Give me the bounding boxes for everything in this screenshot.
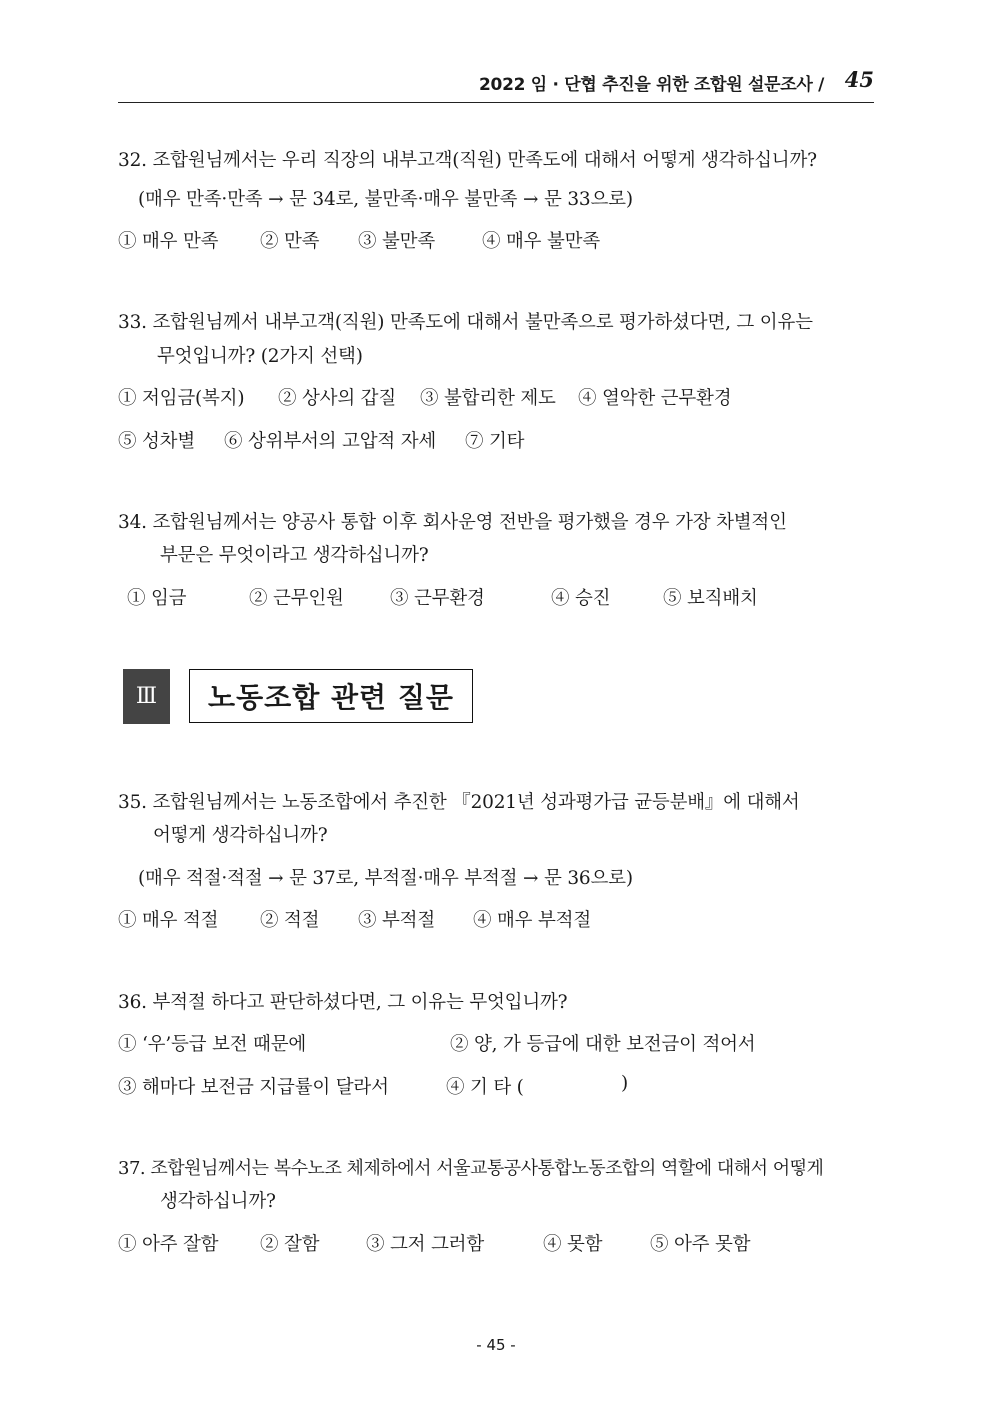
page-header	[118, 66, 874, 103]
q34-option-5[interactable]: ⑤ 보직배치	[663, 588, 758, 609]
header-page-number: 45	[844, 67, 874, 92]
q33-option-1[interactable]: ① 저임금(복지)	[118, 388, 245, 409]
question-35-options	[118, 906, 818, 932]
footer-page-number: - 45 -	[476, 1336, 516, 1354]
question-36-options-row2	[118, 1073, 818, 1099]
q34-option-4[interactable]: ④ 승진	[551, 588, 611, 609]
question-33-line2: 무엇입니까? (2가지 선택)	[157, 346, 363, 367]
question-33-line1: 33. 조합원님께서 내부고객(직원) 만족도에 대해서 불만족으로 평가하셨다면, 그 이유는	[118, 312, 813, 333]
question-32: 32. 조합원님께서는 우리 직장의 내부고객(직원) 만족도에 대해서 어떻게 생각하십니까?	[118, 150, 817, 171]
q37-option-1[interactable]: ① 아주 잘함	[118, 1234, 219, 1255]
q34-option-1[interactable]: ① 임금	[127, 588, 187, 609]
q33-option-3[interactable]: ③ 불합리한 제도	[420, 388, 556, 409]
q34-option-2[interactable]: ② 근무인원	[249, 588, 344, 609]
q32-option-3[interactable]: ③ 불만족	[358, 231, 435, 252]
q32-option-4[interactable]: ④ 매우 불만족	[482, 231, 601, 252]
q33-option-4[interactable]: ④ 열악한 근무환경	[578, 388, 732, 409]
header-title: 2022 임 · 단협 추진을 위한 조합원 설문조사 /	[479, 75, 824, 95]
q34-option-3[interactable]: ③ 근무환경	[390, 588, 485, 609]
question-34-line1: 34. 조합원님께서는 양공사 통합 이후 회사운영 전반을 평가했을 경우 가장 차별적인	[118, 512, 787, 533]
question-35-note: (매우 적절·적절 → 문 37로, 부적절·매우 부적절 → 문 36으로)	[138, 868, 633, 889]
q35-option-1[interactable]: ① 매우 적절	[118, 910, 219, 931]
question-37-line2: 생각하십니까?	[160, 1191, 276, 1212]
q37-option-3[interactable]: ③ 그저 그러함	[366, 1234, 485, 1255]
question-35-line1: 35. 조합원님께서는 노동조합에서 추진한 『2021년 성과평가급 균등분배』에 대해서	[118, 792, 800, 813]
q37-option-2[interactable]: ② 잘함	[260, 1234, 320, 1255]
question-33-options-row2	[118, 427, 818, 453]
question-37-line1: 37. 조합원님께서는 복수노조 체제하에서 서울교통공사통합노동조합의 역할에 대해서 어떻게	[118, 1158, 824, 1179]
q36-option-4[interactable]: ④ 기 타 (	[446, 1077, 524, 1098]
question-35-line2: 어떻게 생각하십니까?	[153, 825, 328, 846]
q32-option-1[interactable]: ① 매우 만족	[118, 231, 219, 252]
q33-option-5[interactable]: ⑤ 성차별	[118, 431, 195, 452]
q36-option-2[interactable]: ② 양, 가 등급에 대한 보전금이 적어서	[450, 1034, 756, 1055]
question-34-options	[127, 584, 827, 610]
question-33-options-row1	[118, 384, 818, 410]
q37-option-5[interactable]: ⑤ 아주 못함	[650, 1234, 751, 1255]
question-36-options-row1	[118, 1030, 818, 1056]
q37-option-4[interactable]: ④ 못함	[543, 1234, 603, 1255]
q33-option-2[interactable]: ② 상사의 갑질	[278, 388, 397, 409]
question-37-options	[118, 1230, 818, 1256]
q33-option-7[interactable]: ⑦ 기타	[465, 431, 525, 452]
section-title: 노동조합 관련 질문	[189, 669, 473, 723]
question-36: 36. 부적절 하다고 판단하셨다면, 그 이유는 무엇입니까?	[118, 992, 568, 1013]
q33-option-6[interactable]: ⑥ 상위부서의 고압적 자세	[224, 431, 437, 452]
q35-option-2[interactable]: ② 적절	[260, 910, 320, 931]
q35-option-4[interactable]: ④ 매우 부적절	[473, 910, 592, 931]
question-32-options	[118, 227, 818, 253]
q36-option-3[interactable]: ③ 해마다 보전금 지급률이 달라서	[118, 1077, 389, 1098]
q36-option-4-close-paren: )	[621, 1073, 629, 1094]
section-number-badge: Ⅲ	[123, 669, 170, 724]
q32-option-2[interactable]: ② 만족	[260, 231, 320, 252]
q36-option-1[interactable]: ① ‘우’등급 보전 때문에	[118, 1034, 307, 1055]
question-32-note: (매우 만족·만족 → 문 34로, 불만족·매우 불만족 → 문 33으로)	[138, 189, 633, 210]
q35-option-3[interactable]: ③ 부적절	[358, 910, 435, 931]
question-34-line2: 부문은 무엇이라고 생각하십니까?	[160, 545, 429, 566]
